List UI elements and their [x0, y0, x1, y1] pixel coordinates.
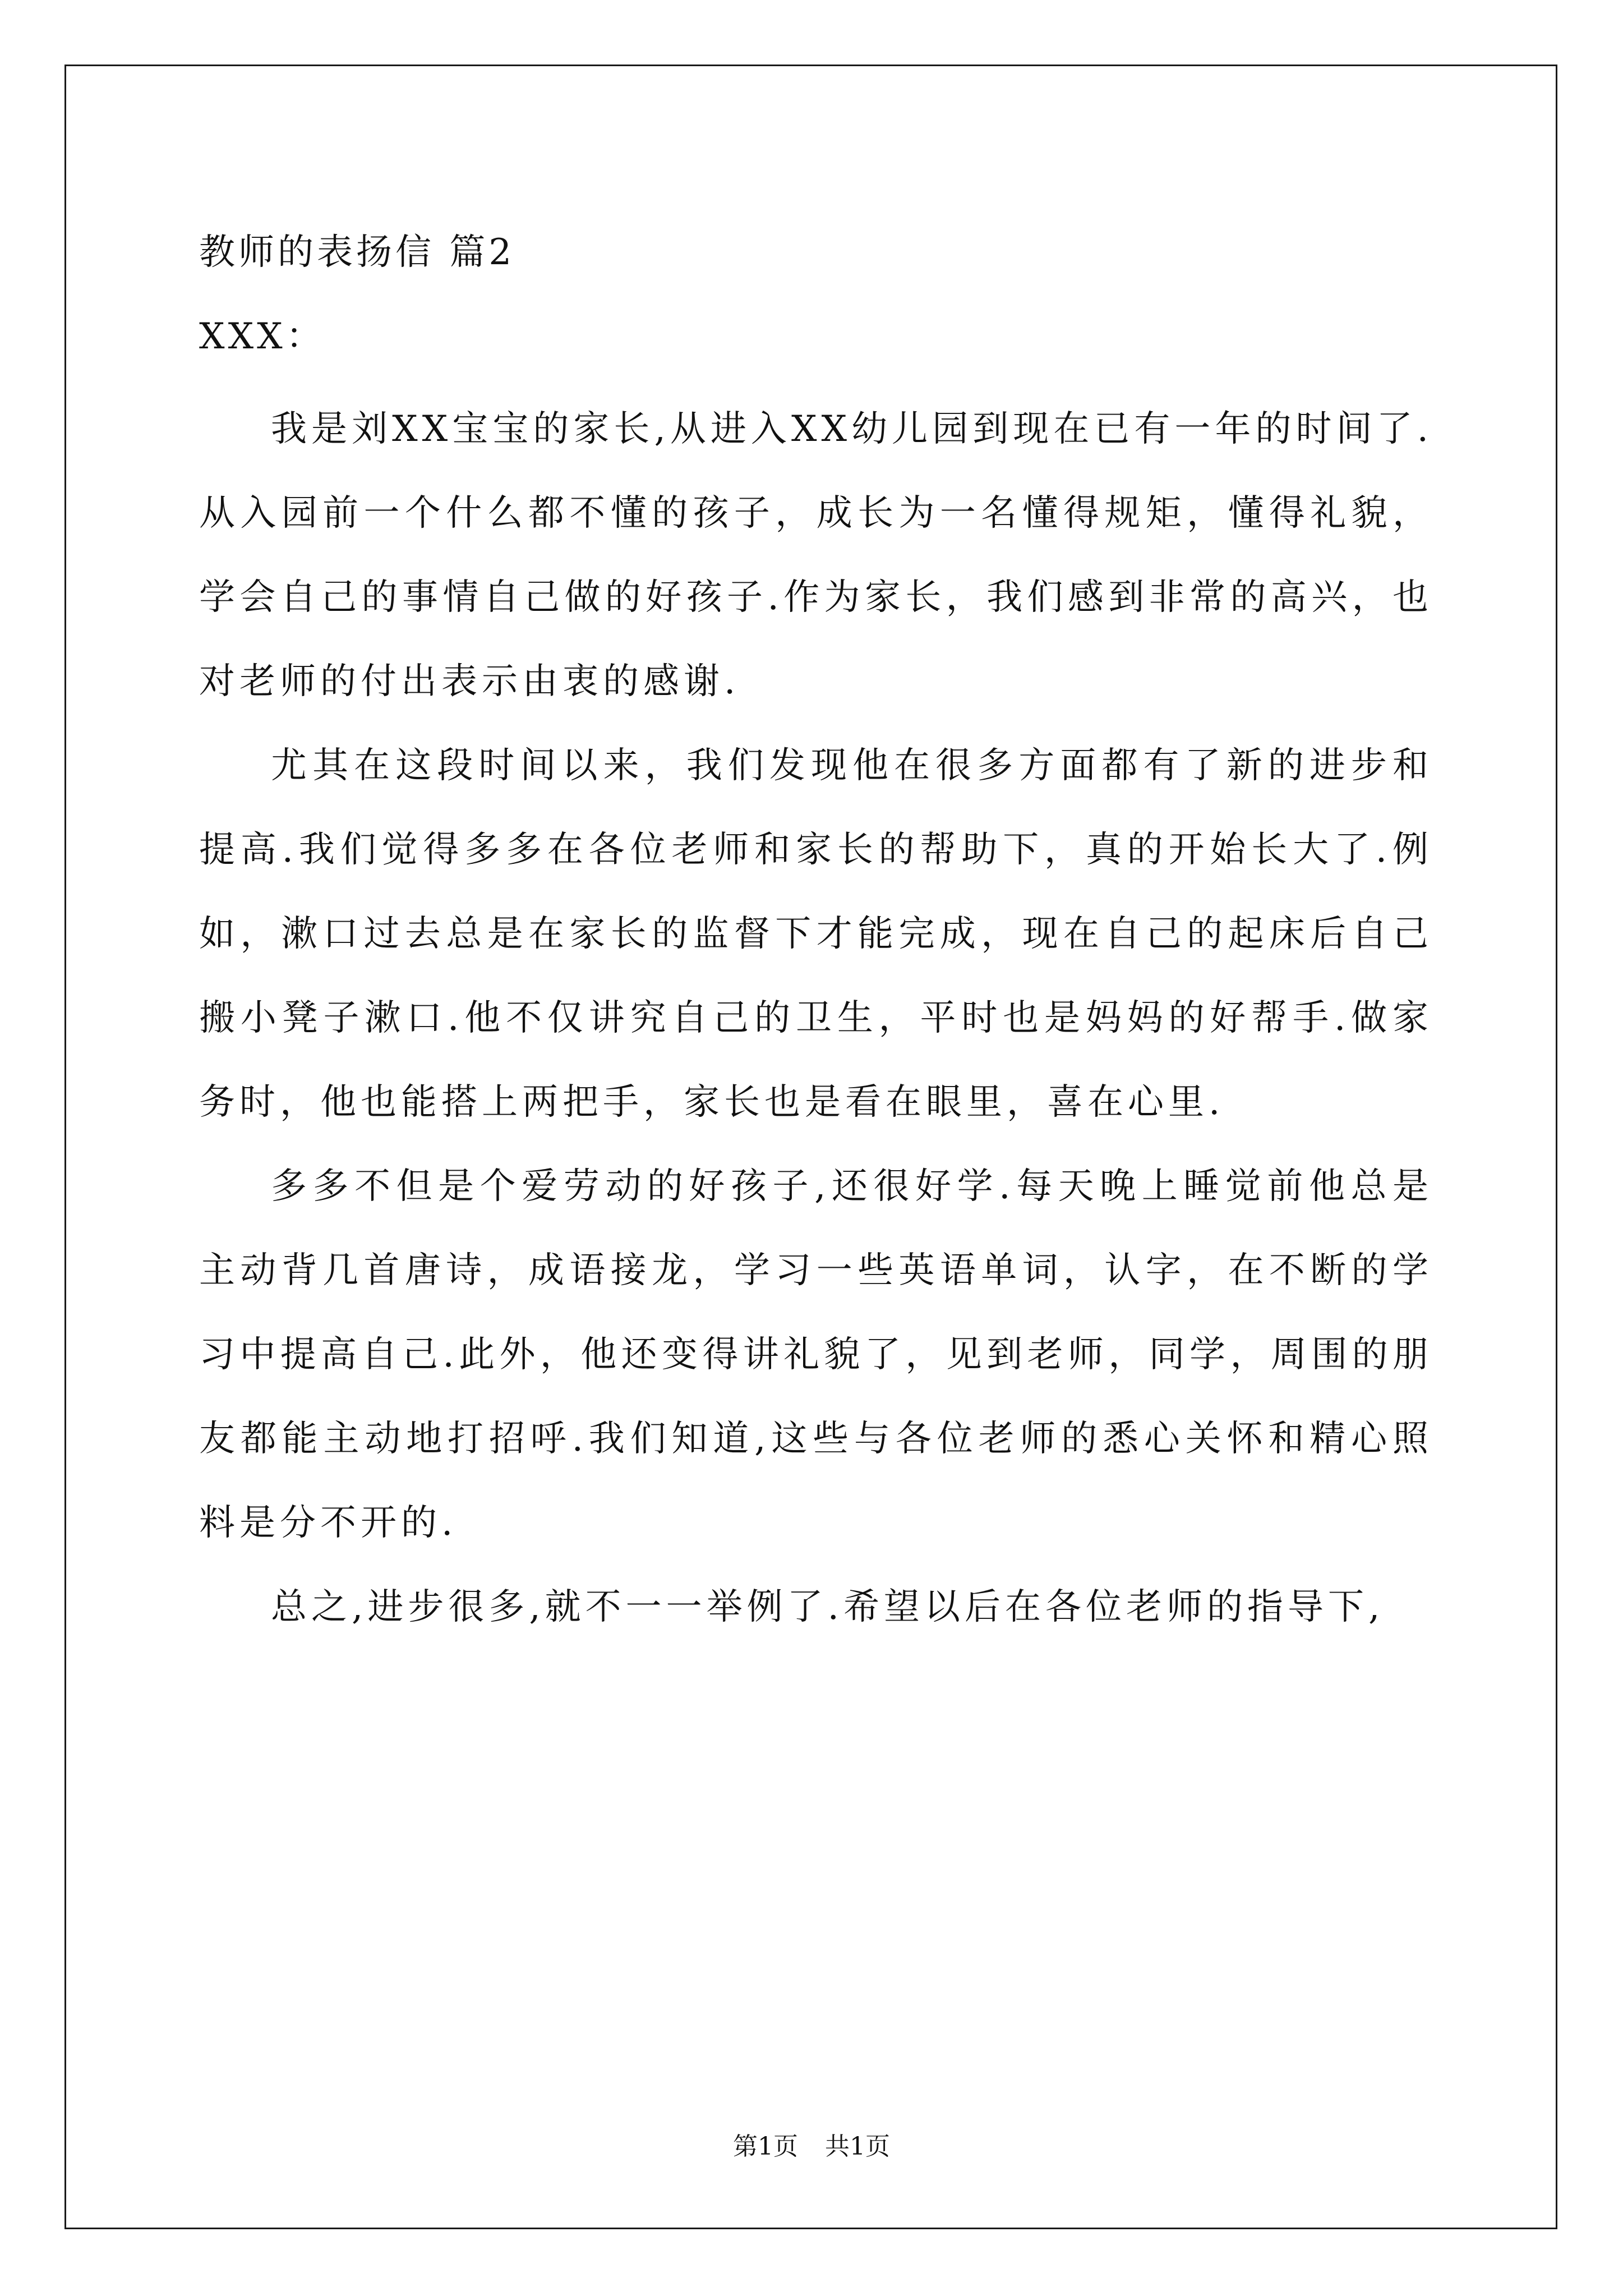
- page-number: 第1页: [733, 2132, 798, 2161]
- page-total: 共1页: [825, 2132, 890, 2161]
- paragraph-1: 我是刘XX宝宝的家长,从进入XX幼儿园到现在已有一年的时间了.从入园前一个什么都不懂的孩子，成长为一名懂得规矩，懂得礼貌，学会自己的事情自己做的好孩子.作为家长，我们感到非常的高兴，也对老师的付出表示由衷的感谢.: [199, 408, 1433, 702]
- paragraph-3: 多多不但是个爱劳动的好孩子,还很好学.每天晚上睡觉前他总是主动背几首唐诗，成语接龙，学习一些英语单词，认字，在不断的学习中提高自己.此外，他还变得讲礼貌了，见到老师，同学，周围的朋友都能主动地打招呼.我们知道,这些与各位老师的悉心关怀和精心照料是分不开的.: [199, 1166, 1433, 1544]
- page-title: 教师的表扬信 篇2: [199, 232, 515, 273]
- paragraph-4: 总之,进步很多,就不一一举例了.希望以后在各位老师的指导下,: [271, 1586, 1385, 1628]
- letter-body: [199, 219, 1433, 1649]
- page-footer: [0, 2126, 1623, 2162]
- paragraph-2: 尤其在这段时间以来，我们发现他在很多方面都有了新的进步和提高.我们觉得多多在各位老师和家长的帮助下，真的开始长大了.例如，漱口过去总是在家长的监督下才能完成，现在自己的起床后自己搬小凳子漱口.他不仅讲究自己的卫生，平时也是妈妈的好帮手.做家务时，他也能搭上两把手，家长也是看在眼里，喜在心里.: [199, 745, 1433, 1123]
- salutation: XXX：: [199, 316, 325, 357]
